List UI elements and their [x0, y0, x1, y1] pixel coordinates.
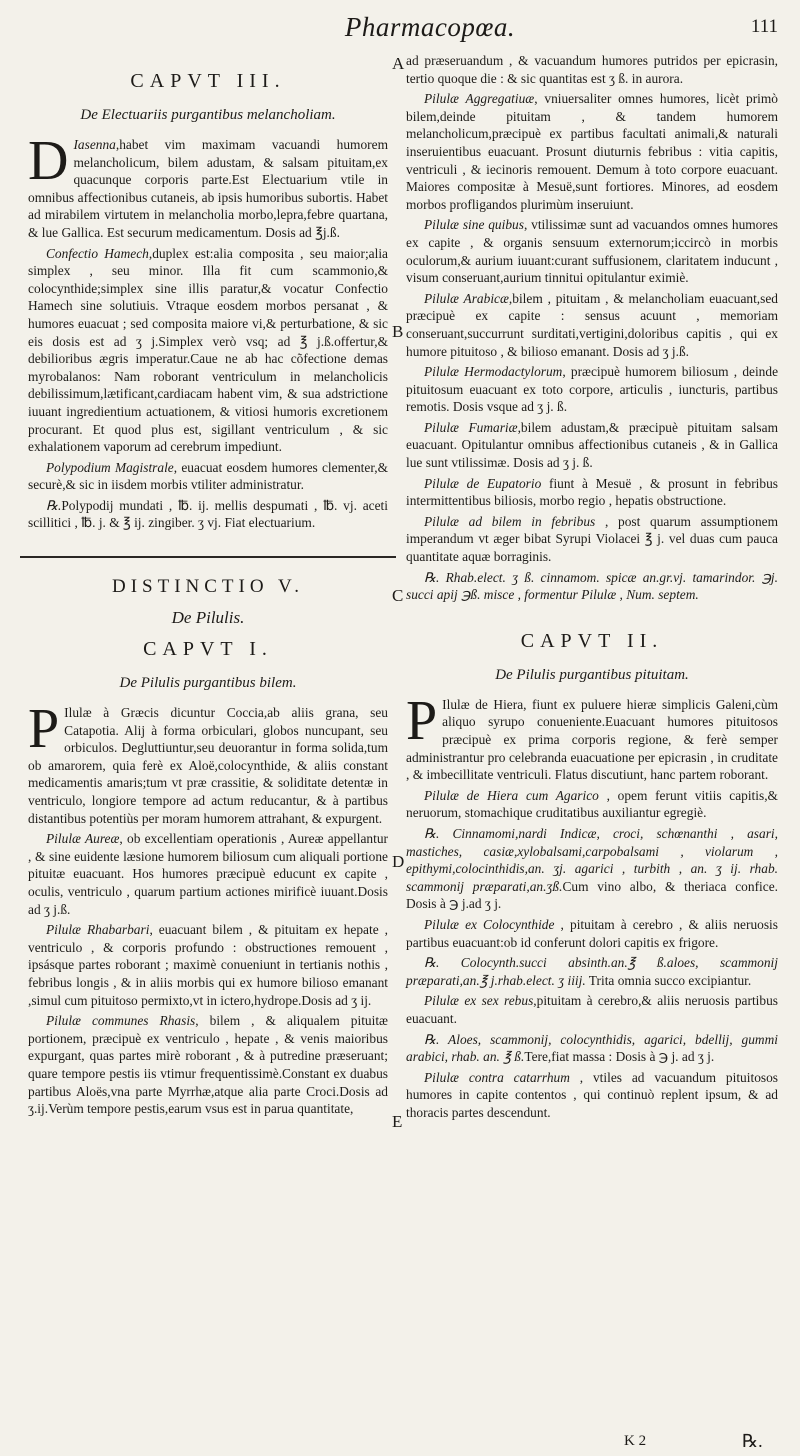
caput-ii-section	[406, 630, 778, 1122]
paragraph-text: Cum vino albo, & theriaca confice. Dosis à ℈ j.ad ʒ j.	[406, 878, 778, 912]
distinctio-heading: DISTINCTIO V.	[111, 576, 305, 598]
paragraph-lead: Pilulæ Aureæ	[46, 831, 120, 847]
paragraph	[406, 90, 778, 213]
paragraph-lead: ℞.	[46, 497, 62, 513]
paragraph-text: , ob excellentiam operationis , Aureæ appellantur , & sine euidente læsione humorem biliosum cum aliquali portione pituitæ euacuant. Hos humores præcipuè educunt ex capite , oculis, ventriculo , quarum partium actiones mirificè iuuant.Dosis ad ʒ j.ß.	[28, 831, 388, 917]
margin-letter-d: D	[392, 852, 405, 871]
page-number: 111	[750, 16, 778, 37]
paragraph	[406, 954, 778, 989]
paragraph-lead: Pilulæ ex sex rebus	[424, 993, 534, 1009]
paragraph-text: Ilulæ à Græcis dicuntur Coccia,ab aliis grana, seu Catapotia. Alij à forma orbiculari, globos nuncupant, seu orbiculos. Degluttiuntur,seu deuorantur in forma solida,tum ob amarorem, quia ferè ex Aloë,colocynthide, & aliis constant medicamentis amaris;tum vt præ crassitie, & soliditate detentæ in ventriculo, longiore tempore ad actum reducantur, & à partibus distantibus potentiùs per moram humorem attrahant, & expurgent.	[28, 705, 388, 826]
paragraph-text: Tere,fiat massa : Dosis à ℈ j. ad ʒ j.	[524, 1049, 715, 1065]
paragraph-text: , opem ferunt vitiis capitis,& neruorum, stomachique cruditatibus auxiliantur egregiè.	[406, 787, 778, 821]
paragraph-text: , bilem , & aliqualem pituitæ portionem, præcipuè ex ventriculo , hepate , & venis maioribus expurgant, quas partes mirè roborant , & à putredine præseruant; quare tempore pestis iis vtimur frequentissimè.Constant ex duabus partibus Aloës,vna parte Myrrhæ,atque alia parte Croci.Dosis ad ʒ.ij.Verùm tempore pestis,earum vsus est in parua quantitate,	[28, 1013, 388, 1117]
caput-i-section	[28, 638, 388, 1118]
paragraph-text: , euacuat eosdem humores clementer,& securè,& sic in iisdem morbis vtiliter administratur.	[28, 459, 389, 493]
paragraph-lead: Pilulæ contra catarrhum	[424, 1069, 570, 1085]
paragraph	[406, 513, 778, 566]
caput-iii-heading: CAPVT III.	[130, 70, 286, 92]
continuation-section	[406, 52, 778, 604]
paragraph	[406, 419, 778, 472]
section-rule	[20, 556, 396, 558]
paragraph-text: Trita omnia succo excipiantur.	[585, 972, 752, 988]
paragraph-lead: Polypodium Magistrale	[46, 459, 174, 475]
drop-cap: P	[28, 698, 60, 761]
margin-letter-c: C	[392, 586, 404, 605]
paragraph	[406, 363, 778, 416]
paragraph-lead: Pilulæ de Eupatorio	[424, 475, 542, 491]
paragraph-text: ,habet vim maximam vacuandi humorem melancholicum, bilem adustam, & salsam pituitam,ex quacunque corporis parte.Est Electuarium vtile in omnibus affectionibus cutaneis, ab ipsis humoribus subortis. Habet ad mirabilem virtutem in melancholia morbo,lepra,febre quartana, & lue Gallica. Est securum medicamentum. Dosis ad ℥j.ß.	[28, 137, 388, 240]
paragraph-lead: ℞. Rhab.elect. ʒ ß. cinnamom. spicæ an.gr.vj. tamarindor. ℈j. succi apij ℈ß. misce , formentur Pilulæ , Num. septem.	[406, 569, 778, 603]
margin-letter-a: A	[392, 54, 405, 73]
drop-cap: P	[406, 689, 438, 752]
paragraph	[406, 787, 778, 822]
margin-letter-b: B	[392, 322, 404, 341]
paragraph-text: ,pituitam à cerebro,& aliis neruosis partibus euacuant.	[406, 993, 778, 1026]
paragraph	[28, 1012, 388, 1118]
paragraph-text: , vtilissimæ sunt ad vacuandos omnes humores ex capite , & organis sensuum externorum;iccircò in morbis oculorum,& aurium iuuant:curant suffusionem, claritatem inducunt , visum conseruant,aurium tinnitui opitulantur eximiè.	[406, 217, 778, 286]
distinctio-subheading: De Pilulis.	[171, 608, 245, 628]
paragraph	[406, 216, 778, 286]
left-column	[28, 48, 388, 1121]
continuation-body	[406, 52, 778, 604]
paragraph-lead: Pilulæ Hermodactylorum	[424, 364, 563, 380]
paragraph	[406, 1031, 778, 1066]
caput-ii-body	[406, 689, 779, 1122]
paragraph	[28, 497, 388, 532]
margin-letter-e: E	[392, 1112, 403, 1131]
signature-mark: K 2	[624, 1433, 647, 1449]
paragraph-text: , pituitam à cerebro , & aliis neruosis partibus euacuant:ob id conferunt dolori capitis ex frigore.	[406, 916, 778, 950]
caput-ii-subheading: De Pilulis purgantibus pituitam.	[495, 666, 689, 683]
paragraph	[406, 290, 778, 360]
paragraph-lead: Pilulæ Rhabarbari	[46, 922, 150, 938]
caput-i-subheading: De Pilulis purgantibus bilem.	[119, 675, 297, 692]
paragraph-text: ad præseruandum , & vacuandum humores putridos per epicrasin, tertio quoque die : & sic quantitas est ʒ ß. in aurora.	[406, 53, 778, 86]
paragraph	[28, 130, 388, 242]
paragraph	[406, 825, 778, 913]
catchword: ℞.	[742, 1431, 763, 1451]
paragraph-text: Ilulæ de Hiera, fiunt ex puluere hieræ simplicis Galeni,cùm aliquo syrupo conueniente.Euacuant humores pituitosos præcipuè ex prima corporis regione, & ferè semper administrantur pro celebranda euacuatione per epicrasin , in cruditate , & imbecillitate ventriculi. Flatus discutiunt, hanc partem roborant.	[406, 696, 778, 783]
drop-cap: D	[28, 130, 69, 192]
paragraph-text: ,bilem adustam,& præcipuè pituitam salsam euacuant. Opitulantur omnibus affectionibus cutaneis , & in Gallica lue sunt vtilissimæ. Dosis ad ʒ j. ß.	[406, 419, 778, 471]
paragraph	[406, 475, 778, 510]
caput-iii-body	[28, 130, 389, 532]
paragraph	[406, 52, 778, 87]
paragraph	[406, 916, 778, 951]
paragraph-lead: Pilulæ ex Colocynthide	[424, 916, 555, 932]
paragraph-lead: Iasenna	[73, 137, 116, 152]
paragraph	[28, 830, 388, 918]
caput-iii-section	[28, 70, 388, 532]
paragraph-text: , præcipuè humorem biliosum , deinde pituitosum euacuant ex toto corpore, articulis , iuncturis, partibus remotis. Dosis vsque ad ʒ j. ß.	[406, 364, 779, 415]
paragraph-lead: Confectio Hamech	[46, 245, 149, 261]
paragraph-text: Polypodij mundati , ℔. ij. mellis despumati , ℔. vj. aceti scillitici , ℔. j. & ℥ ij. zingiber. ʒ vj. Fiat electuarium.	[28, 497, 388, 531]
paragraph	[28, 698, 388, 827]
paragraph	[28, 921, 388, 1009]
right-column	[406, 52, 778, 1124]
paragraph-text: fiunt à Mesuë , & prosunt in febribus intermittentibus biliosis, morbo regio , hepatis obstructione.	[406, 475, 778, 509]
paragraph-lead: Pilulæ Arabicæ	[424, 290, 509, 306]
running-title: Pharmacopœa.	[344, 12, 516, 42]
paragraph-text: ,duplex est:alia composita , seu maior;alia simplex , seu minor. Illa fit cum scammonio,& colocynthide;simplex sine illis paratur,& vocatur Confectio Hamech sine solutiuis. Vtraque eosdem morbos persanat , & humores euacuat ; sed composita maiore vi,& perturbatione, & sic eis dosis est ad ʒ j.Simplex verò vsq; ad ℥ j.ß.offertur,& debilioribus ægris imperatur.Caue ne ab hac cõfectione demas myrobalanos: Nam roborant ventriculum in melancholicis debilissimum,lætificant,cardiacam habent vim, & sua adstrictione iuuant ingredientium actuationem, & vitiosi humoris excretionem procurant. Et quod plus est, sigillant ventriculum , & sic exhalationem vaporum ad cerebrum impediunt.	[28, 245, 389, 455]
paragraph	[406, 569, 778, 604]
paragraph-text: , post quarum assumptionem imperandum vt æger bibat Syrupi Violacei ℥ j. vel duas cum pauca quantitate aquæ borraginis.	[406, 513, 779, 565]
paragraph-lead: Pilulæ ad bilem in febribus	[424, 513, 596, 529]
paragraph	[406, 1069, 778, 1122]
distinctio-section	[28, 576, 388, 628]
caput-i-body	[28, 698, 388, 1118]
paragraph-text: , euacuant bilem , & pituitam ex hepate , ventriculo , & corporis profundo : obstructiones remouent , ipsásque partes roborant ; maximè conueniunt in tertianis nothis , febribus longis , & in aliis morbis qui ex humore bilioso emanant ,simul cum pituitoso permixto,vt in ictero,hydrope.Dosis ad ʒ ij.	[28, 922, 388, 1008]
paragraph-lead: ℞. Colocynth.succi absinth.an.℥ ß.aloes, scammonij præparati,an.℥ j.rhab.elect. ʒ iiij.	[406, 955, 778, 988]
paragraph-text: , vniuersaliter omnes humores, licèt primò bilem,deinde pituitam , & tandem humorem melancholicum,præcipuè ex partibus facultati animali,& naturali inseruientibus euacuant. Prosunt diuturnis febribus : vitia capitis, ventriculi , & iecinoris remouent. Demum à toto corpore euacuant. Maiores compositæ à Mesuë,sunt fortiores. Minores, ad eosdem morbos profligandos plurimùm inseruiunt.	[406, 91, 778, 212]
paragraph-lead: Pilulæ sine quibus	[424, 217, 524, 233]
caput-iii-subheading: De Electuariis purgantibus melancholiam.	[80, 107, 336, 123]
paragraph-lead: ℞. Aloes, scammonij, colocynthidis, agarici, bdellij, gummi arabici, rhab. an. ℥ ß.	[406, 1031, 778, 1065]
paragraph	[28, 245, 388, 456]
caput-i-heading: CAPVT I.	[143, 638, 273, 661]
paragraph-lead: Pilulæ de Hiera cum Agarico	[424, 787, 599, 803]
paragraph-text: ,bilem , pituitam , & melancholiam euacuant,sed præcipuè ex capite : sensus acuunt , memoriam conseruant,succurrunt surditati,vertigini,doloribus capitis , qui ex humore pituitoso , & bilioso emanant. Dosis ad ʒ j.ß.	[406, 290, 778, 359]
paragraph-lead: Pilulæ Fumariæ	[424, 419, 518, 435]
paragraph	[406, 689, 778, 784]
paragraph-lead: Pilulæ communes Rhasis	[46, 1013, 196, 1029]
paragraph-text: , vtiles ad vacuandum pituitosos humores in capite contentos , qui continuò replent ipsum, & ad thoracis partes descendunt.	[406, 1069, 779, 1120]
paragraph-lead: Pilulæ Aggregatiuæ	[424, 91, 535, 107]
paragraph	[406, 992, 778, 1027]
paragraph-lead: ℞. Cinnamomi,nardi Indicæ, croci, schœnanthi , asari, mastiches, casiæ,xylobalsami,carpobalsami , violarum , epithymi,colocinthidis,an. ʒj. agarici , turbith , an. ʒ ij. rhab. scammonij præparati,an.ʒß.	[406, 825, 778, 894]
caput-ii-heading: CAPVT II.	[520, 629, 664, 652]
paragraph	[28, 459, 388, 494]
